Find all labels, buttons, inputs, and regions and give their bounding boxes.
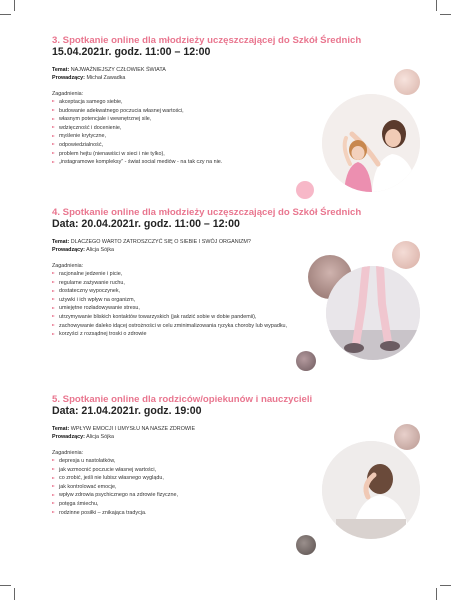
list-item: korzyści z rozsądnej troski o zdrowie bbox=[52, 330, 292, 339]
section-title: 5. Spotkanie online dla rodziców/opiekunów i nauczycieli bbox=[52, 394, 313, 405]
issues-list bbox=[52, 270, 292, 339]
crop-mark-bottom-right-v bbox=[436, 588, 437, 600]
list-item: odpowiedzialność, bbox=[52, 141, 382, 150]
topic-label: Temat: bbox=[52, 67, 70, 73]
topic-label: Temat: bbox=[52, 426, 70, 432]
sad-teen-illustration bbox=[322, 441, 420, 539]
host-value: Alicja Sójka bbox=[86, 247, 115, 253]
crop-mark-bottom-left-h bbox=[0, 585, 11, 586]
jogging-illustration bbox=[326, 266, 420, 360]
issues-label: Zagadnienia: bbox=[52, 450, 84, 456]
decor-circle-pink bbox=[296, 181, 314, 199]
list-item: umiejętne rozładowywanie stresu, bbox=[52, 304, 292, 313]
host-value: Alicja Sójka bbox=[86, 434, 115, 440]
section-title: 3. Spotkanie online dla młodzieży uczęszczającej do Szkół Średnich bbox=[52, 35, 362, 46]
list-item: potęga śmiechu, bbox=[52, 500, 382, 509]
topic-value: WPŁYW EMOCJI I UMYSŁU NA NASZE ZDROWIE bbox=[70, 426, 196, 432]
section-date: Data: 20.04.2021r. godz. 11:00 – 12:00 bbox=[52, 218, 240, 230]
decor-circle-gray bbox=[296, 535, 316, 555]
list-item: jak wzmocnić poczucie własnej wartości, bbox=[52, 466, 382, 475]
topic-value: DLACZEGO WARTO ZATROSZCZYĆ SIĘ O SIEBIE I SWÓJ ORGANIZM? bbox=[70, 239, 251, 245]
topic-line bbox=[52, 66, 382, 74]
mother-daughter-illustration bbox=[322, 94, 420, 192]
host-value: Michał Zawadka bbox=[86, 75, 126, 81]
decor-circle-small-mid bbox=[392, 241, 420, 269]
list-item: regularne zażywanie ruchu, bbox=[52, 279, 292, 288]
host-label: Prowadzący: bbox=[52, 434, 85, 440]
crop-mark-bottom-right-h bbox=[440, 585, 451, 586]
crop-mark-top-left-v bbox=[14, 0, 15, 11]
decor-circle-small-bottom bbox=[394, 424, 420, 450]
list-item: zachowywanie daleko idącej ostrożności w celu zminimalizowania ryzyka choroby lub wypadku, bbox=[52, 322, 292, 331]
crop-mark-top-right-v bbox=[436, 0, 437, 11]
list-item: myślenie krytyczne, bbox=[52, 132, 382, 141]
issues-label: Zagadnienia: bbox=[52, 91, 84, 97]
list-item: depresja u nastolatków, bbox=[52, 457, 382, 466]
issues-label: Zagadnienia: bbox=[52, 263, 84, 269]
host-line bbox=[52, 74, 382, 82]
decor-circle-small-top bbox=[394, 69, 420, 95]
list-item: jak kontrolować emocje, bbox=[52, 483, 382, 492]
topic-value: NAJWAŻNIEJSZY CZŁOWIEK ŚWIATA bbox=[70, 67, 166, 73]
decor-circle-dark bbox=[296, 351, 316, 371]
list-item: dostateczny wypoczynek, bbox=[52, 287, 292, 296]
list-item: używki i ich wpływ na organizm, bbox=[52, 296, 292, 305]
topic-line bbox=[52, 238, 382, 246]
list-item: rodzinne posiłki – znikająca tradycja. bbox=[52, 509, 382, 518]
list-item: utrzymywanie bliskich kontaktów towarzyskich (jak radzić sobie w dobie pandemii), bbox=[52, 313, 292, 322]
list-item: racjonalne jedzenie i picie, bbox=[52, 270, 292, 279]
section-date: Data: 21.04.2021r. godz. 19:00 bbox=[52, 405, 202, 417]
list-item: problem hejtu (nienawiści w sieci i nie tylko), bbox=[52, 150, 382, 159]
list-item: wpływ zdrowia psychicznego na zdrowie fizyczne, bbox=[52, 491, 382, 500]
mother-daughter-photo bbox=[322, 94, 420, 192]
list-item: akceptacja samego siebie, bbox=[52, 98, 382, 107]
section-title: 4. Spotkanie online dla młodzieży uczęszczającej do Szkół Średnich bbox=[52, 207, 362, 218]
sad-teen-photo bbox=[322, 441, 420, 539]
host-label: Prowadzący: bbox=[52, 247, 85, 253]
crop-mark-top-right-h bbox=[440, 14, 451, 15]
topic-label: Temat: bbox=[52, 239, 70, 245]
host-line bbox=[52, 433, 382, 441]
jogging-legs-photo bbox=[326, 266, 420, 360]
crop-mark-top-left-h bbox=[0, 14, 11, 15]
list-item: własnym potencjale i wewnętrznej sile, bbox=[52, 115, 382, 124]
host-line bbox=[52, 246, 382, 254]
host-label: Prowadzący: bbox=[52, 75, 85, 81]
crop-mark-bottom-left-v bbox=[14, 588, 15, 600]
list-item: co zrobić, jeśli nie lubisz własnego wyglądu, bbox=[52, 474, 382, 483]
section-date: 15.04.2021r. godz. 11:00 – 12:00 bbox=[52, 46, 211, 58]
list-item: „instagramowe kompleksy” - świat social mediów - na tak czy na nie. bbox=[52, 158, 382, 167]
list-item: budowanie adekwatnego poczucia własnej wartości, bbox=[52, 107, 382, 116]
list-item: wdzięczność i docenienie, bbox=[52, 124, 382, 133]
topic-line bbox=[52, 425, 382, 433]
